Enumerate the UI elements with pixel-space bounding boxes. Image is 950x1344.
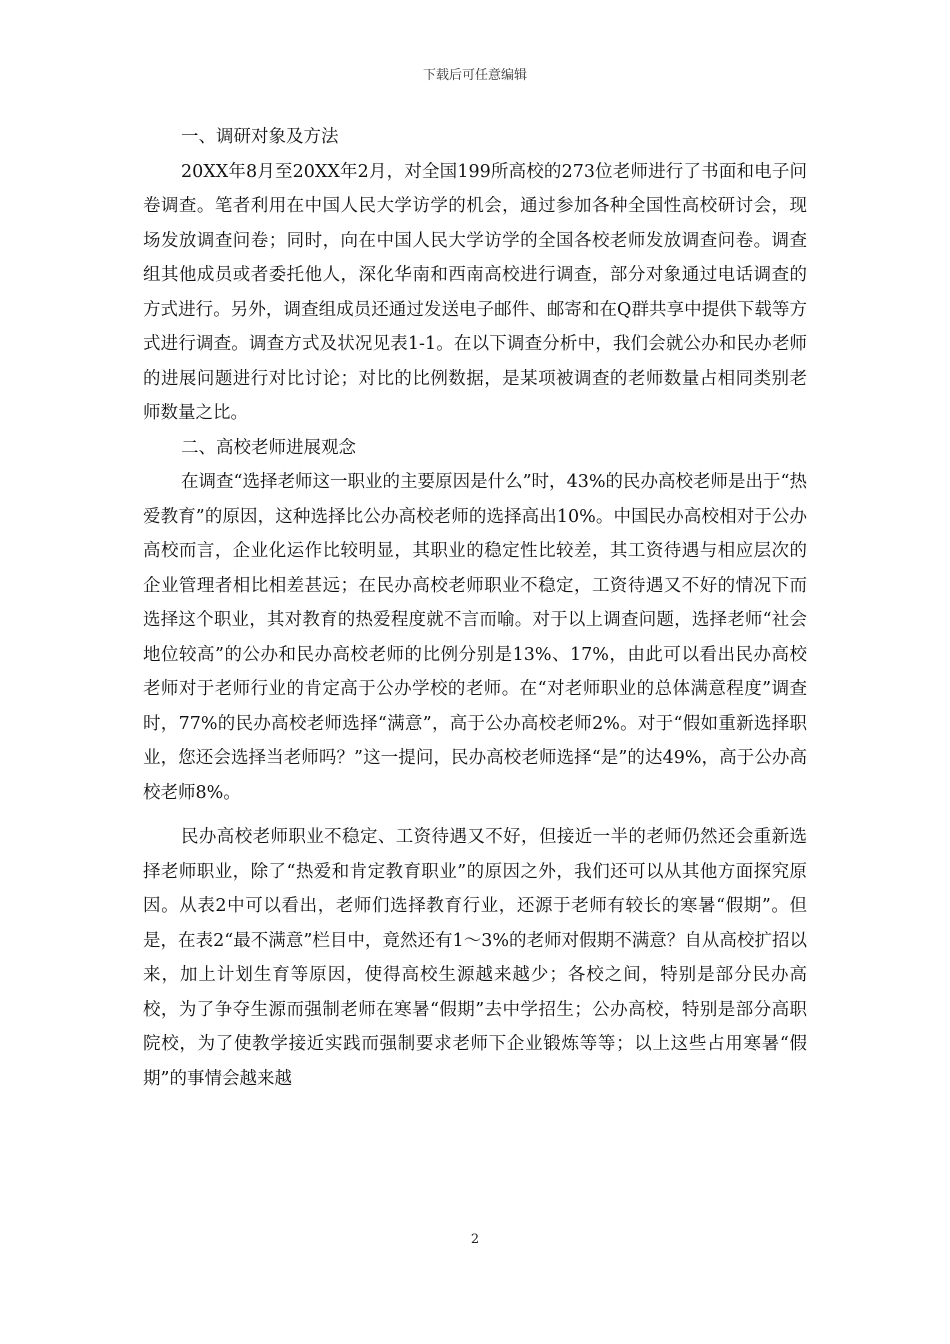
paragraph-reasons: 民办高校老师职业不稳定、工资待遇又不好，但接近一半的老师仍然还会重新选择老师职业，除了“热爱和肯定教育职业”的原因之外，我们还可以从其他方面探究原因。从表2中可以看出，老师们选择教育行业，还源于老师有较长的寒暑“假期”。但是，在表2“最不满意”栏目中，竟然还有1～3%的老师对假期不满意？自从高校扩招以来，加上计划生育等原因，使得高校生源越来越少；各校之间，特别是部分民办高校，为了争夺生源而强制老师在寒暑“假期”去中学招生；公办高校，特别是部分高职院校，为了使教学接近实践而强制要求老师下企业锻炼等等；以上这些占用寒暑“假期”的事情会越来越 [143, 827, 807, 1089]
paragraph-career-choice: 在调查“选择老师这一职业的主要原因是什么”时，43%的民办高校老师是出于“热爱教育”的原因，这种选择比公办高校老师的选择高出10%。中国民办高校相对于公办高校而言，企业化运作比较明显，其职业的稳定性比较差，其工资待遇与相应层次的企业管理者相比相差甚远；在民办高校老师职业不稳定，工资待遇又不好的情况下而选择这个职业，其对教育的热爱程度就不言而喻。对于以上调查问题，选择老师“社会地位较高”的公办和民办高校老师的比例分别是13%、17%，由此可以看出民办高校老师对于老师行业的肯定高于公办学校的老师。在“对老师职业的总体满意程度”调查时，77%的民办高校老师选择“满意”，高于公办高校老师2%。对于“假如重新选择职业，您还会选择当老师吗？”这一提问，民办高校老师选择“是”的达49%，高于公办高校老师8%。 [143, 472, 807, 803]
page-header-note: 下载后可任意编辑 [422, 68, 527, 83]
paragraph-methods: 20XX年8月至20XX年2月，对全国199所高校的273位老师进行了书面和电子问卷调查。笔者利用在中国人民大学访学的机会，通过参加各种全国性高校研讨会，现场发放调查问卷；同时，向在中国人民大学访学的全国各校老师发放调查问卷。调查组其他成员或者委托他人，深化华南和西南高校进行调查，部分对象通过电话调查的方式进行。另外，调查组成员还通过发送电子邮件、邮寄和在Q群共享中提供下载等方式进行调查。调查方式及状况见表1-1。在以下调查分析中，我们会就公办和民办老师的进展问题进行对比讨论；对比的比例数据，是某项被调查的老师数量占相同类别老师数量之比。 [143, 161, 807, 423]
section-heading-1: 一、调研对象及方法 [181, 127, 339, 147]
document-body [143, 120, 807, 1096]
section-heading-2: 二、高校老师进展观念 [181, 437, 356, 458]
page-number: 2 [470, 1232, 480, 1247]
